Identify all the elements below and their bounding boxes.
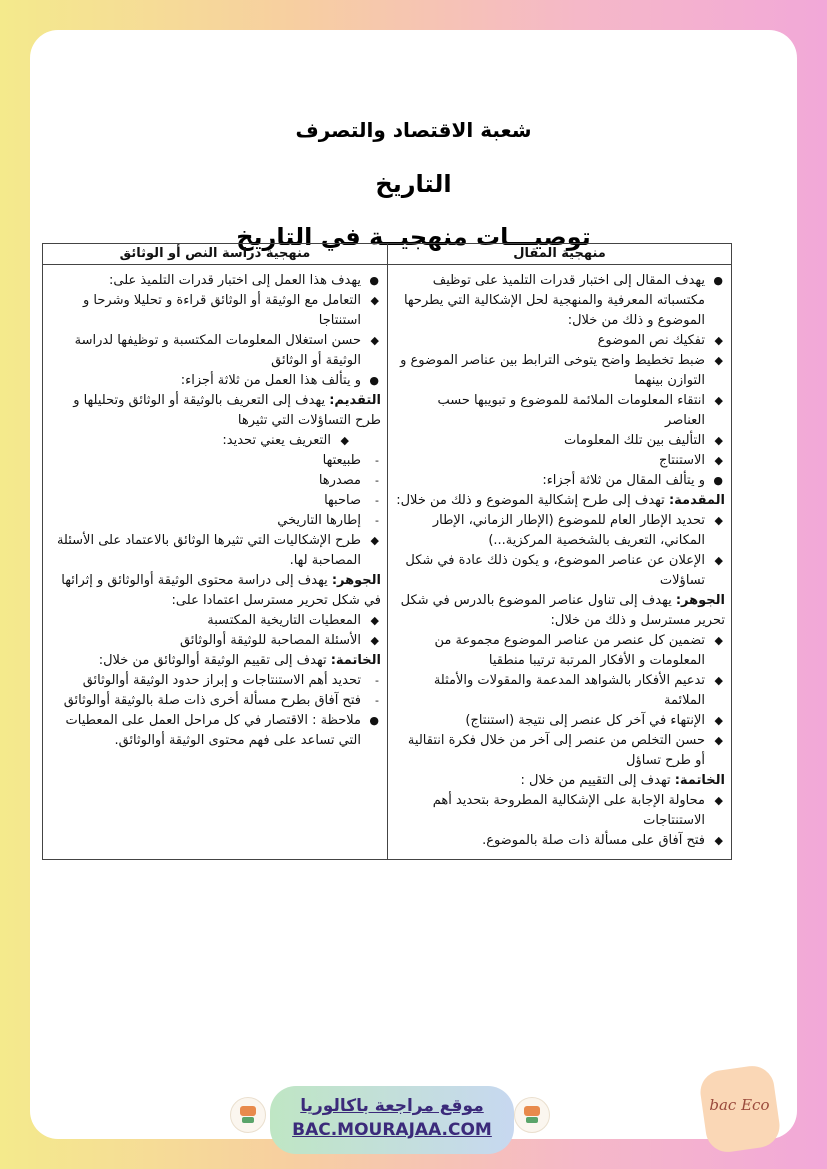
list-item: ◆ محاولة الإجابة على الإشكالية المطروحة بتحديد أهم الاستنتاجات	[432, 793, 723, 828]
list-item: ◆ الإعلان عن عناصر الموضوع، و يكون ذلك عادة في شكل تساؤلات	[405, 553, 723, 588]
dash-bullet-icon: -	[375, 474, 379, 487]
list-item: ◆ التعريف يعني تحديد:	[49, 431, 351, 451]
list-item: ◆ المعطيات التاريخية المكتسبة	[49, 611, 381, 631]
essay-body-paragraph: الجوهر: يهدف إلى تناول عناصر الموضوع بالدرس في شكل تحرير مسترسل و ذلك من خلال:	[400, 593, 725, 628]
list-item: ◆ حسن التخلص من عنصر إلى آخر من خلال فكرة انتقالية أو طرح تساؤل	[407, 733, 723, 768]
list-item: ◆ الإنتهاء في آخر كل عنصر إلى نتيجة (استنتاج)	[394, 711, 725, 731]
bullet-icon: ●	[713, 474, 723, 487]
list-item: ◆ ضبط تخطيط واضح يتوخى الترابط بين عناصر الموضوع و التوازن بينهما	[400, 353, 723, 388]
diamond-bullet-icon: ◆	[340, 434, 349, 447]
diamond-bullet-icon: ◆	[714, 634, 723, 647]
methodology-table	[42, 243, 732, 860]
page-title: توصيـــات منهجيــة في التاريخ	[236, 223, 591, 251]
bullet-icon: ●	[713, 274, 723, 287]
list-item: ◆ تدعيم الأفكار بالشواهد المدعمة والمقولات والأمثلة الملائمة	[433, 673, 723, 708]
list-item: - مصدرها	[49, 471, 381, 491]
essay-column	[388, 265, 732, 860]
bac-eco-badge: bac Eco	[698, 1063, 783, 1155]
essay-column-header: منهجية المقال	[388, 244, 732, 265]
list-item: ◆ الاستنتاج	[394, 451, 725, 471]
list-item: ● و يتألف المقال من ثلاثة أجزاء:	[394, 471, 725, 491]
list-item: ◆ التعامل مع الوثيقة أو الوثائق قراءة و تحليلا وشرحا و استنتاجا	[82, 293, 379, 328]
diamond-bullet-icon: ◆	[714, 554, 723, 567]
docs-intro-paragraph: التقديم: يهدف إلى التعريف بالوثيقة أو الوثائق وتحليلها و طرح التساؤلات التي تثيرها	[73, 393, 381, 428]
list-item: ◆ حسن استغلال المعلومات المكتسبة و توظيفها لدراسة الوثيقة أو الوثائق	[74, 333, 379, 368]
docs-conclusion-paragraph: الخاتمة: تهدف إلى تقييم الوثيقة أوالوثائق من خلال:	[98, 653, 381, 668]
dash-bullet-icon: -	[375, 674, 379, 687]
bullet-icon: ●	[369, 714, 379, 727]
diamond-bullet-icon: ◆	[714, 394, 723, 407]
site-name-link[interactable]: موقع مراجعة باكالوريا	[300, 1096, 484, 1116]
dash-bullet-icon: -	[375, 454, 379, 467]
docs-body-paragraph: الجوهر: يهدف إلى دراسة محتوى الوثيقة أوالوثائق و إثرائها في شكل تحرير مسترسل اعتمادا على:	[61, 573, 381, 608]
bullet-icon: ●	[369, 374, 379, 387]
list-item: ◆ تضمين كل عنصر من عناصر الموضوع مجموعة من المعلومات و الأفكار المرتبة ترتيبا منطقيا	[434, 633, 723, 668]
docs-column	[43, 265, 388, 860]
diamond-bullet-icon: ◆	[714, 454, 723, 467]
list-item: ◆ تفكيك نص الموضوع	[394, 331, 725, 351]
diamond-bullet-icon: ◆	[714, 714, 723, 727]
diamond-bullet-icon: ◆	[714, 334, 723, 347]
site-logo-icon	[230, 1097, 266, 1133]
diamond-bullet-icon: ◆	[714, 354, 723, 367]
dash-bullet-icon: -	[375, 494, 379, 507]
list-item: ◆ فتح آفاق على مسألة ذات صلة بالموضوع.	[394, 831, 725, 851]
diamond-bullet-icon: ◆	[370, 534, 379, 547]
list-item: - طبيعتها	[49, 451, 381, 471]
site-logo-icon	[514, 1097, 550, 1133]
docs-column-header: منهجية دراسة النص أو الوثائق	[43, 244, 388, 265]
dash-bullet-icon: -	[375, 514, 379, 527]
diamond-bullet-icon: ◆	[370, 634, 379, 647]
list-item: - تحديد أهم الاستنتاجات و إبراز حدود الوثيقة أوالوثائق	[49, 671, 381, 691]
branch-heading: شعبة الاقتصاد والتصرف	[295, 118, 532, 142]
list-item: ◆ انتقاء المعلومات الملائمة للموضوع و تبويبها حسب العناصر	[437, 393, 723, 428]
list-item: - فتح آفاق بطرح مسألة أخرى ذات صلة بالوثيقة أوالوثائق	[49, 691, 381, 711]
list-item: ● ملاحظة : الاقتصار في كل مراحل العمل على المعطيات التي تساعد على فهم محتوى الوثيقة أوالوثائق.	[65, 713, 379, 748]
essay-conclusion-paragraph: الخاتمة: تهدف إلى التقييم من خلال :	[520, 773, 725, 788]
dash-bullet-icon: -	[375, 694, 379, 707]
diamond-bullet-icon: ◆	[714, 794, 723, 807]
diamond-bullet-icon: ◆	[714, 434, 723, 447]
bullet-icon: ●	[369, 274, 379, 287]
list-item: ◆ الأسئلة المصاحبة للوثيقة أوالوثائق	[49, 631, 381, 651]
diamond-bullet-icon: ◆	[714, 834, 723, 847]
list-item: ◆ تحديد الإطار العام للموضوع (الإطار الزماني، الإطار المكاني، التعريف بالشخصية المركزية...)	[432, 513, 723, 548]
diamond-bullet-icon: ◆	[370, 294, 379, 307]
diamond-bullet-icon: ◆	[714, 674, 723, 687]
list-item: ◆ التأليف بين تلك المعلومات	[394, 431, 725, 451]
list-item: ● يهدف المقال إلى اختبار قدرات التلميذ على توظيف مكتسباته المعرفية والمنهجية لحل الإشكالية التي يطرحها الموضوع و ذلك من خلال:	[403, 273, 723, 328]
site-url-link[interactable]: BAC.MOURAJAA.COM	[292, 1120, 492, 1140]
list-item: - إطارها التاريخي	[49, 511, 381, 531]
list-item: - صاحبها	[49, 491, 381, 511]
diamond-bullet-icon: ◆	[714, 734, 723, 747]
subject-heading: التاريخ	[375, 170, 452, 198]
essay-intro-paragraph: المقدمة: تهدف إلى طرح إشكالية الموضوع و ذلك من خلال:	[396, 493, 725, 508]
diamond-bullet-icon: ◆	[714, 514, 723, 527]
diamond-bullet-icon: ◆	[370, 334, 379, 347]
list-item: ● يهدف هذا العمل إلى اختبار قدرات التلميذ على:	[49, 271, 381, 291]
diamond-bullet-icon: ◆	[370, 614, 379, 627]
list-item: ◆ طرح الإشكاليات التي تثيرها الوثائق بالاعتماد على الأسئلة المصاحبة لها.	[56, 533, 379, 568]
list-item: ● و يتألف هذا العمل من ثلاثة أجزاء:	[49, 371, 381, 391]
site-banner[interactable]	[270, 1086, 514, 1154]
